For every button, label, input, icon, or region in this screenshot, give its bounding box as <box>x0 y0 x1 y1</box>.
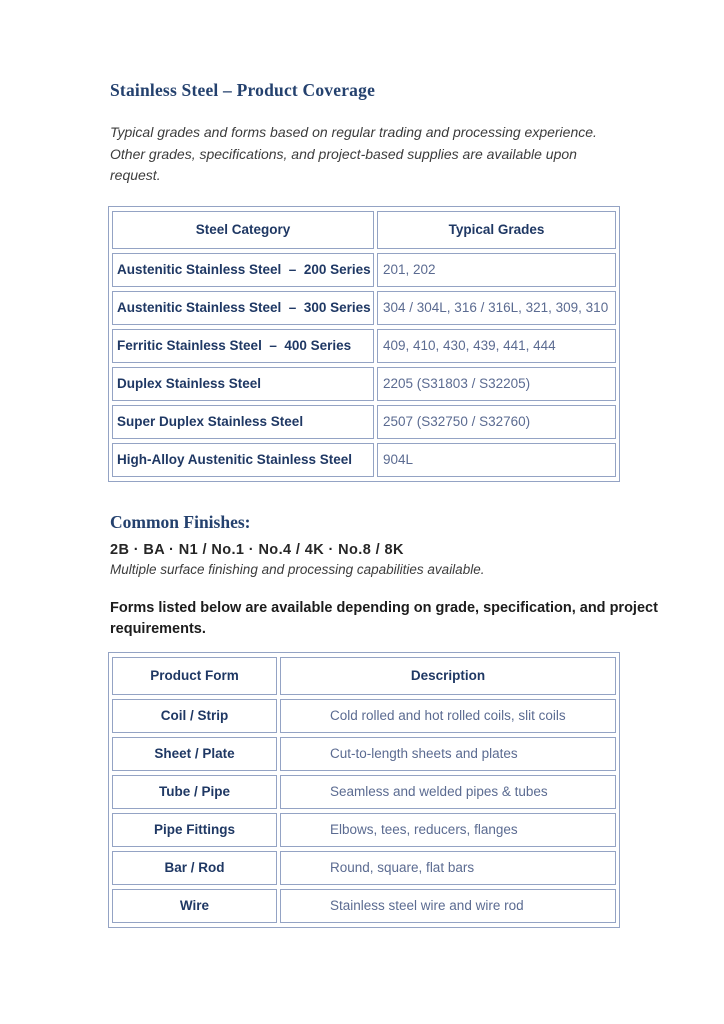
forms-table-header-form: Product Form <box>112 657 277 695</box>
forms-table <box>108 652 620 928</box>
table-row <box>112 775 616 809</box>
forms-note-line: Forms listed below are available depending on grade, specification, and project <box>110 599 658 616</box>
product-form-cell: Tube / Pipe <box>112 775 277 809</box>
typical-grades-cell: 2205 (S31803 / S32205) <box>377 367 616 401</box>
table-row <box>112 291 616 325</box>
typical-grades-cell: 904L <box>377 443 616 477</box>
product-form-cell: Wire <box>112 889 277 923</box>
description-cell: Cold rolled and hot rolled coils, slit coils <box>280 699 616 733</box>
table-row <box>112 889 616 923</box>
description-cell: Stainless steel wire and wire rod <box>280 889 616 923</box>
intro-line: Typical grades and forms based on regular trading and processing experience. <box>110 124 597 140</box>
finishes-codes: 2B · BA · N1 / No.1 · No.4 / 4K · No.8 / 8K <box>110 541 404 558</box>
intro-line: request. <box>110 167 161 183</box>
steel-category-cell: Ferritic Stainless Steel – 400 Series <box>112 329 374 363</box>
table-row <box>112 405 616 439</box>
intro-paragraph <box>110 122 724 187</box>
table-row <box>112 737 616 771</box>
product-form-cell: Sheet / Plate <box>112 737 277 771</box>
forms-table-header-row <box>112 657 616 695</box>
finishes-heading: Common Finishes: <box>110 511 251 532</box>
steel-category-cell: Duplex Stainless Steel <box>112 367 374 401</box>
table-row <box>112 329 616 363</box>
table-row <box>112 699 616 733</box>
table-row <box>112 813 616 847</box>
typical-grades-cell: 304 / 304L, 316 / 316L, 321, 309, 310 <box>377 291 616 325</box>
description-cell: Elbows, tees, reducers, flanges <box>280 813 616 847</box>
intro-line: Other grades, specifications, and project-based supplies are available upon <box>110 145 577 162</box>
product-form-cell: Coil / Strip <box>112 699 277 733</box>
forms-note-line: requirements. <box>110 620 206 637</box>
forms-availability-note <box>110 598 724 640</box>
steel-category-cell: Austenitic Stainless Steel – 200 Series <box>112 253 374 287</box>
description-cell: Round, square, flat bars <box>280 851 616 885</box>
steel-category-cell: High-Alloy Austenitic Stainless Steel <box>112 443 374 477</box>
description-cell: Seamless and welded pipes & tubes <box>280 775 616 809</box>
finishes-note: Multiple surface finishing and processing capabilities available. <box>110 561 485 577</box>
grades-table-header-row <box>112 211 616 249</box>
forms-table-header-description: Description <box>280 657 616 695</box>
table-row <box>112 367 616 401</box>
typical-grades-cell: 201, 202 <box>377 253 616 287</box>
grades-table-header-category: Steel Category <box>112 211 374 249</box>
product-form-cell: Pipe Fittings <box>112 813 277 847</box>
description-cell: Cut-to-length sheets and plates <box>280 737 616 771</box>
typical-grades-cell: 409, 410, 430, 439, 441, 444 <box>377 329 616 363</box>
table-row <box>112 443 616 477</box>
page-title: Stainless Steel – Product Coverage <box>110 80 376 100</box>
grades-table <box>108 206 620 482</box>
steel-category-cell: Austenitic Stainless Steel – 300 Series <box>112 291 374 325</box>
typical-grades-cell: 2507 (S32750 / S32760) <box>377 405 616 439</box>
product-form-cell: Bar / Rod <box>112 851 277 885</box>
grades-table-header-grades: Typical Grades <box>377 211 616 249</box>
table-row <box>112 253 616 287</box>
table-row <box>112 851 616 885</box>
steel-category-cell: Super Duplex Stainless Steel <box>112 405 374 439</box>
